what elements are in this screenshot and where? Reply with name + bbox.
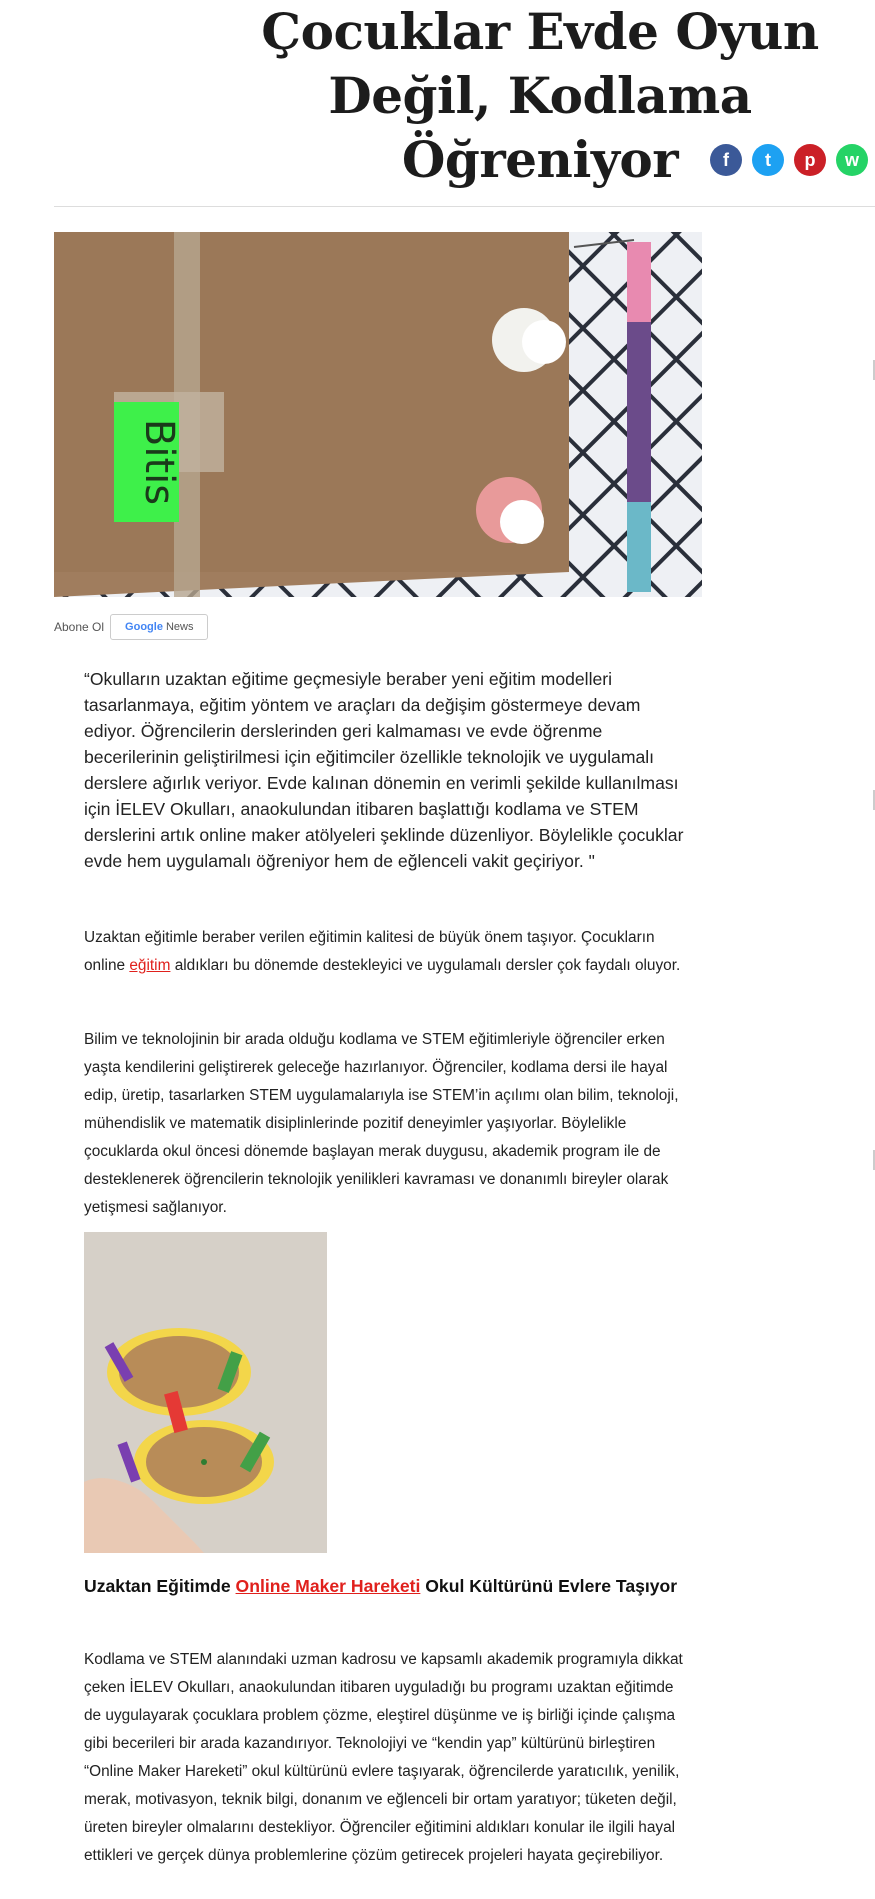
whatsapp-share-icon[interactable]: w: [836, 144, 868, 176]
paragraph-3: Kodlama ve STEM alanındaki uzman kadrosu ve kapsamlı akademik programıyla dikkat çeken İELEV Okulları, anaokulundan itibaren uyguladığı bu programı uzaktan eğitimde de uygulayarak çocuklara problem çözme, eleştirel düşünme ve iş birliği içinde çalışma gibi becerileri bir arada kazandırıyor. Teknolojiyi ve “kendin yap” kültürünü birleştiren “Online Maker Hareketi” okul kültürünü evlere taşıyarak, öğrencilerde yaratıcılık, yenilik, merak, motivasyon, teknik bilgi, donanım ve eğlenceli bir ortam yaratıyor; tüketen değil, üreten bireyler olmalarını destekliyor. Öğrenciler eğitimini aldıkları konular ile ilgili hayal ettikleri ve gerçek dünya problemlerine çözüm getirecek projeleri hayata geçirebiliyor.: [84, 1651, 683, 1864]
article-title: Çocuklar Evde Oyun Değil, Kodlama Öğreniyor: [261, 2, 819, 189]
facebook-share-icon[interactable]: f: [710, 144, 742, 176]
section-subheading: Uzaktan Eğitimde Online Maker Hareketi Okul Kültürünü Evlere Taşıyor: [84, 1576, 678, 1596]
subscribe-bar: [54, 614, 208, 640]
news-wordmark: News: [165, 621, 194, 633]
google-wordmark: Google: [125, 621, 163, 633]
education-link[interactable]: eğitim: [129, 957, 171, 974]
hero-sign-text: Bitis: [136, 418, 182, 506]
pinterest-share-icon[interactable]: p: [794, 144, 826, 176]
subscribe-label: Abone Ol: [54, 620, 105, 634]
share-bar: [710, 144, 868, 176]
title-divider: [54, 206, 875, 207]
online-maker-link[interactable]: Online Maker Hareketi: [235, 1576, 421, 1596]
twitter-share-icon[interactable]: t: [752, 144, 784, 176]
google-news-button[interactable]: [110, 614, 208, 640]
maker-project-photo: [84, 1232, 327, 1553]
hero-image: [54, 232, 702, 597]
intro-quote: “Okulların uzaktan eğitime geçmesiyle beraber yeni eğitim modelleri tasarlanmaya, eğitim yöntem ve araçları da değişim göstermeye devam ediyor. Öğrencilerin derslerinden geri kalmaması ve evde öğrenme becerilerinin geliştirilmesi için eğitimciler özellikle teknolojik ve uygulamalı derslere ağırlık veriyor. Evde kalınan dönemin en verimli şekilde kullanılması için İELEV Okulları, anaokulundan itibaren başlattığı kodlama ve STEM derslerini artık online maker atölyeleri şeklinde düzenliyor. Böylelikle çocuklar evde hem uygulamalı öğreniyor hem de eğlenceli vakit geçiriyor. ": [84, 669, 684, 871]
paragraph-2: Bilim ve teknolojinin bir arada olduğu kodlama ve STEM eğitimleriyle öğrenciler erken yaşta kendilerini geliştirerek geleceğe hazırlanıyor. Öğrenciler, kodlama dersi ile hayal edip, üretip, tasarlarken STEM uygulamalarıyla ise STEM’in açılımı olan bilim, teknoloji, mühendislik ve matematik disiplinlerinde pozitif deneyimler yaşıyorlar. Böylelikle çocuklarda okul öncesi dönemde başlayan merak duygusu, akademik program ile de desteklenerek öğrencilerin teknolojik yenilikleri kavraması ve donanımlı bireyler olarak yetişmesi sağlanıyor.: [84, 1031, 679, 1216]
paragraph-1: Uzaktan eğitimle beraber verilen eğitimin kalitesi de büyük önem taşıyor. Çocukların online eğitim aldıkları bu dönemde destekleyici ve uygulamalı dersler çok faydalı oluyor.: [84, 929, 681, 974]
